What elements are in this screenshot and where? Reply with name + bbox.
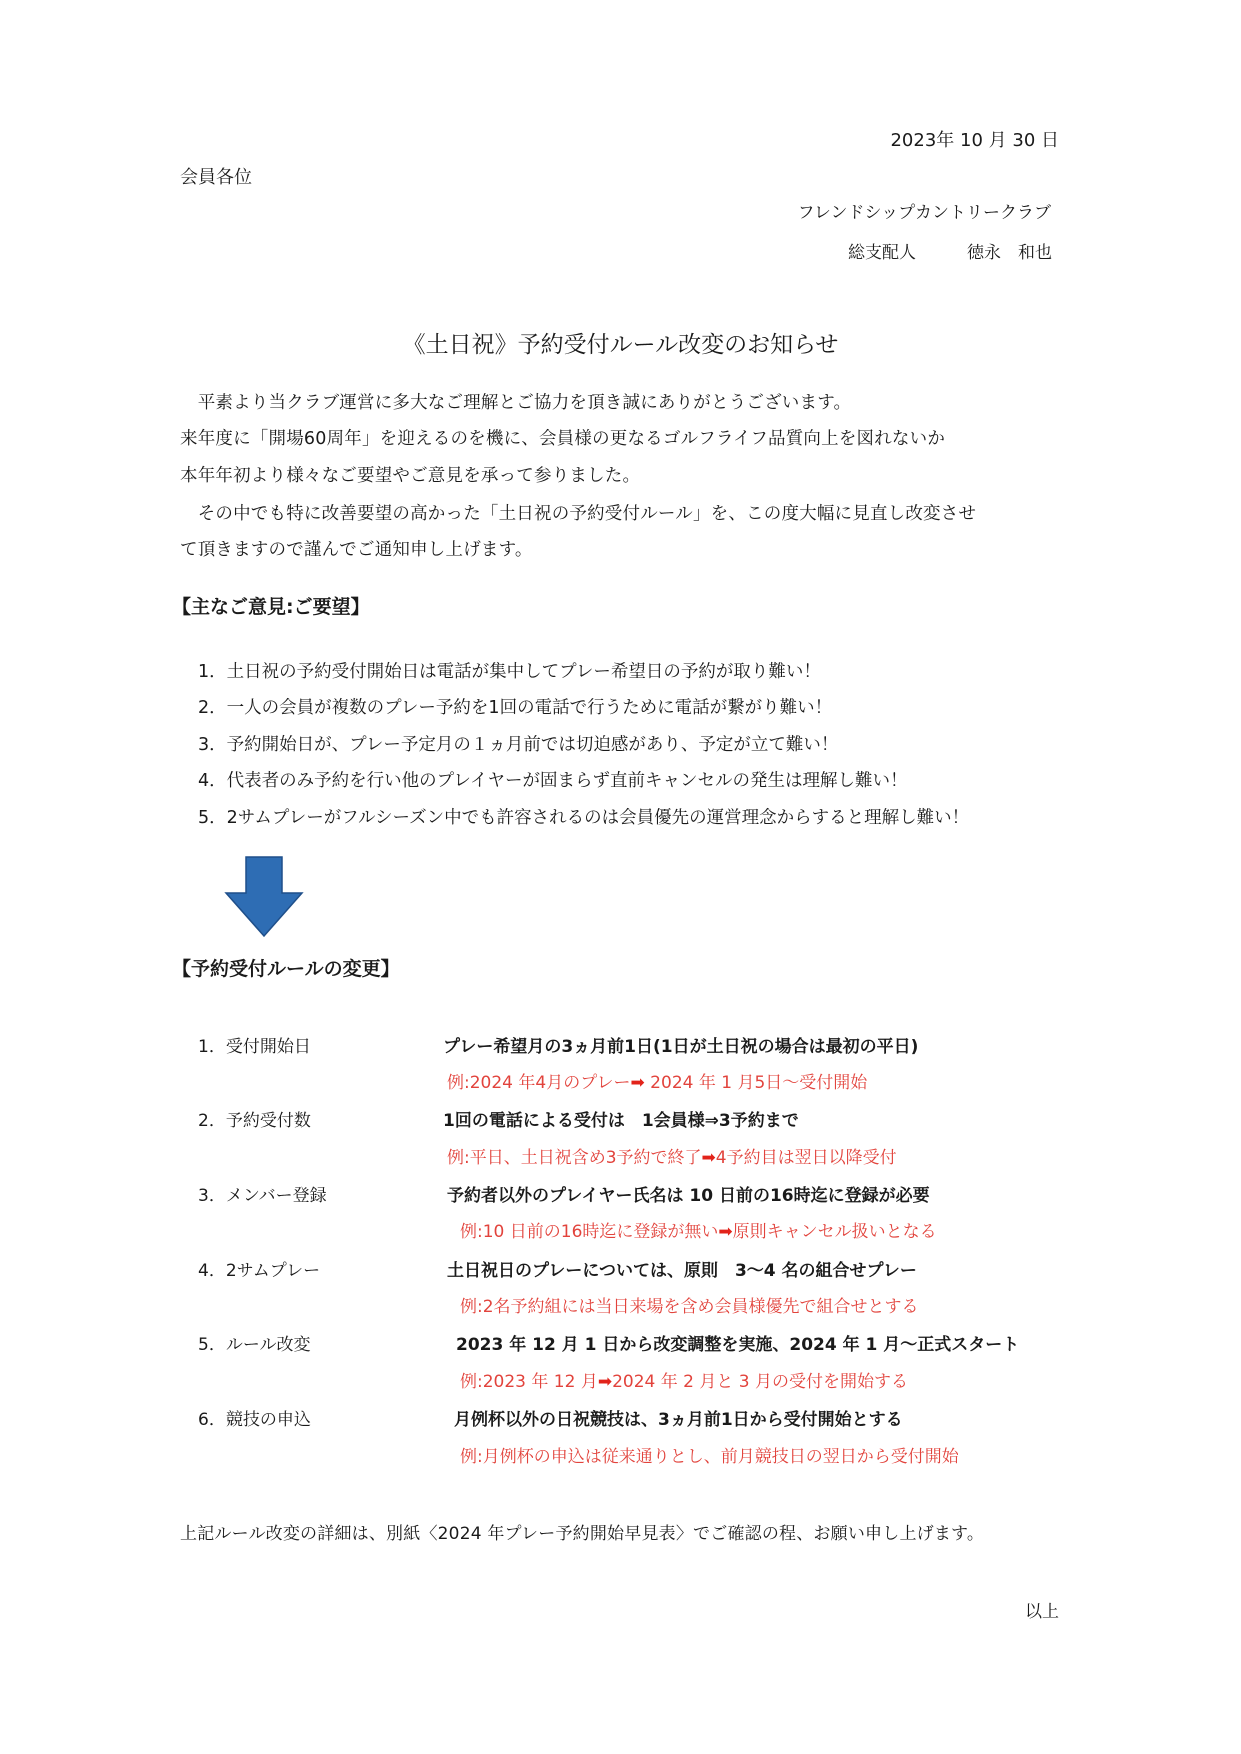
rule-example-1: 例:2024 年4月のプレー➡ 2024 年 1 月5日～受付開始 (447, 1073, 868, 1093)
closing-text: 上記ルール改変の詳細は、別紙〈2024 年プレー予約開始早見表〉でご確認の程、お願い申し上げます。 (180, 1524, 985, 1544)
rule-example-2: 例:平日、土日祝含め3予約で終了➡4予約目は翌日以降受付 (447, 1148, 897, 1168)
opinion-item-2: 2．一人の会員が複数のプレー予約を1回の電話で行うために電話が繋がり難い！ (198, 698, 833, 718)
rule-example-6: 例:月例杯の申込は従来通りとし、前月競技日の翌日から受付開始 (460, 1447, 959, 1467)
opinion-item-5: 5．2サムプレーがフルシーズン中でも許容されるのは会員優先の運営理念からすると理解し難い！ (198, 808, 970, 828)
changes-heading: 【予約受付ルールの変更】 (172, 958, 400, 980)
opinion-item-3: 3．予約開始日が、プレー予定月の１ヵ月前では切迫感があり、予定が立て難い！ (198, 735, 839, 755)
down-arrow-icon (224, 856, 304, 938)
red-arrow-icon: ➡ (597, 1372, 613, 1392)
intro-line-1: 平素より当クラブ運営に多大なご理解とご協力を頂き誠にありがとうございます。 (180, 393, 852, 413)
rule-desc-5: 2023 年 12 月 1 日から改変調整を実施、2024 年 1 月～正式スタート (456, 1335, 1020, 1355)
red-arrow-icon: ➡ (630, 1073, 645, 1093)
opinion-item-4: 4．代表者のみ予約を行い他のプレイヤーが固まらず直前キャンセルの発生は理解し難い！ (198, 771, 908, 791)
opinion-item-1: 1．土日祝の予約受付開始日は電話が集中してプレー希望日の予約が取り難い！ (198, 662, 821, 682)
rule-desc-3: 予約者以外のプレイヤー氏名は 10 日前の16時迄に登録が必要 (447, 1186, 930, 1206)
intro-line-3: 本年年初より様々なご要望やご意見を承って参りました。 (180, 466, 641, 486)
rule-desc-2: 1回の電話による受付は 1会員様⇒3予約まで (443, 1111, 799, 1131)
rule-desc-6: 月例杯以外の日祝競技は、3ヵ月前1日から受付開始とする (454, 1410, 903, 1430)
rule-name-4: 4．2サムプレー (198, 1261, 321, 1281)
rule-name-5: 5．ルール改変 (198, 1335, 311, 1355)
rule-example-5: 例:2023 年 12 月➡2024 年 2 月と 3 月の受付を開始する (460, 1372, 909, 1392)
intro-line-4: その中でも特に改善要望の高かった「土日祝の予約受付ルール」を、この度大幅に見直し改変させ (180, 504, 977, 524)
red-arrow-icon: ➡ (701, 1148, 716, 1168)
intro-line-2: 来年度に「開場60周年」を迎えるのを機に、会員様の更なるゴルフライフ品質向上を図れないか (180, 429, 946, 449)
rule-name-3: 3．メンバー登録 (198, 1186, 327, 1206)
rule-desc-1: プレー希望月の3ヵ月前1日(1日が土日祝の場合は最初の平日) (443, 1037, 919, 1057)
end-mark: 以上 (1025, 1602, 1059, 1622)
rule-name-2: 2．予約受付数 (198, 1111, 311, 1131)
document-title: 《土日祝》予約受付ルール改変のお知らせ (402, 332, 839, 358)
rule-name-6: 6．競技の申込 (198, 1410, 311, 1430)
addressee: 会員各位 (180, 167, 252, 188)
intro-line-5: て頂きますので謹んでご通知申し上げます。 (180, 540, 533, 560)
rule-example-3: 例:10 日前の16時迄に登録が無い➡原則キャンセル扱いとなる (460, 1222, 937, 1242)
document-date: 2023年 10 月 30 日 (890, 130, 1059, 151)
red-arrow-icon: ➡ (718, 1222, 733, 1242)
rule-desc-4: 土日祝日のプレーについては、原則 3～4 名の組合せプレー (447, 1261, 917, 1281)
opinions-heading: 【主なご意見:ご要望】 (172, 596, 370, 618)
sender-manager: 総支配人 徳永 和也 (848, 243, 1052, 263)
sender-club-name: フレンドシップカントリークラブ (797, 203, 1051, 223)
rule-example-4: 例:2名予約組には当日来場を含め会員様優先で組合せとする (460, 1297, 919, 1317)
rule-name-1: 1．受付開始日 (198, 1037, 311, 1057)
